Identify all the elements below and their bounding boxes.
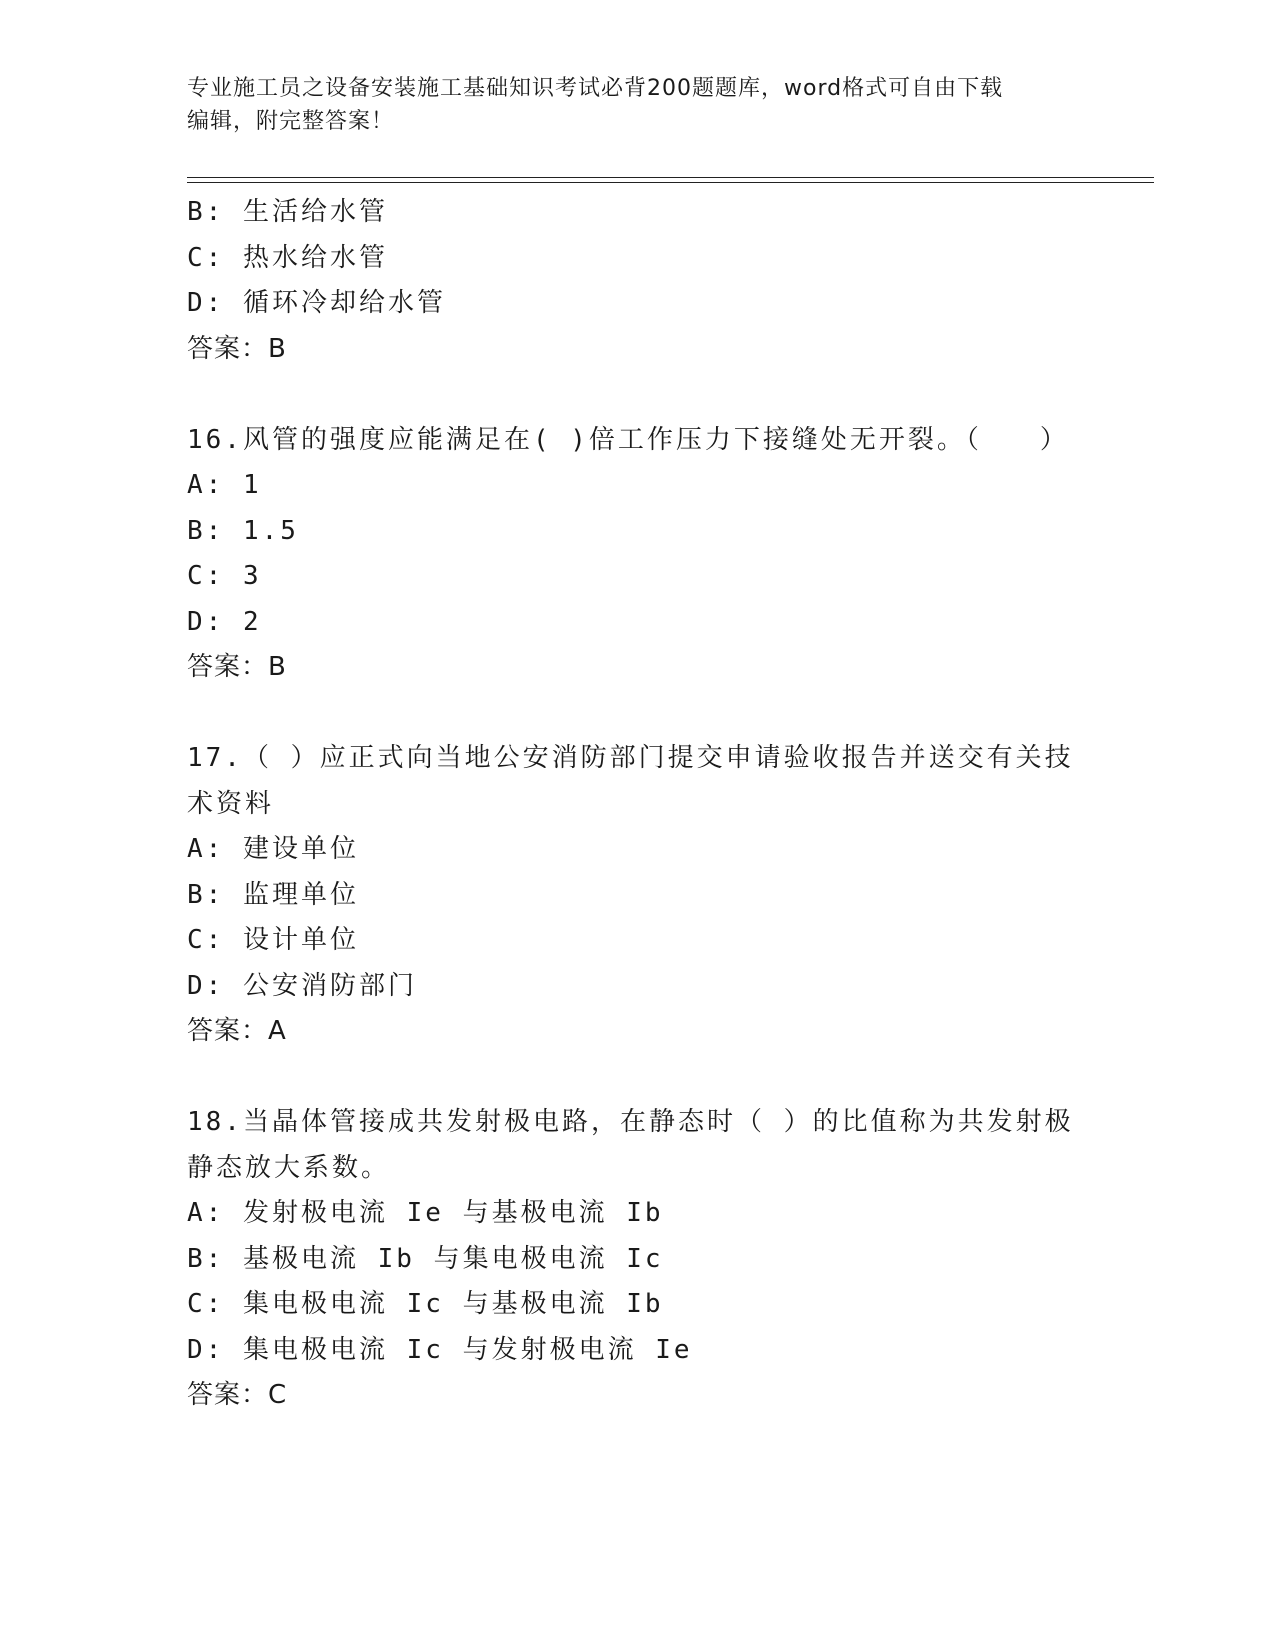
question-block-17	[187, 736, 1087, 1055]
header-rule-bottom	[187, 182, 1154, 183]
question-block-partial	[187, 190, 1087, 372]
option-a: A: 发射极电流 Ie 与基极电流 Ib	[187, 1198, 664, 1228]
option-a: A: 建设单位	[187, 834, 359, 864]
question-stem-continued: 术资料	[187, 788, 275, 819]
option-c: C: 3	[187, 561, 262, 591]
question-list	[187, 190, 1087, 1419]
option-d: D: 循环冷却给水管	[187, 288, 446, 318]
option-b: B: 监理单位	[187, 879, 359, 910]
question-stem: 16.风管的强度应能满足在( )倍工作压力下接缝处无开裂。（ ）	[187, 424, 1069, 455]
option-b: B: 基极电流 Ib 与集电极电流 Ic	[187, 1243, 664, 1274]
option-c: C: 集电极电流 Ic 与基极电流 Ib	[187, 1289, 664, 1319]
question-block-16	[187, 418, 1087, 691]
option-b: B: 生活给水管	[187, 197, 388, 227]
question-stem: 17.（ ）应正式向当地公安消防部门提交申请验收报告并送交有关技	[187, 743, 1074, 773]
question-stem: 18.当晶体管接成共发射极电路，在静态时（ ）的比值称为共发射极	[187, 1107, 1074, 1137]
option-c: C: 热水给水管	[187, 242, 388, 273]
option-c: C: 设计单位	[187, 925, 359, 955]
answer-line: 答案：B	[187, 333, 287, 364]
answer-line: 答案：B	[187, 652, 287, 682]
question-block-18	[187, 1100, 1087, 1419]
document-header: 专业施工员之设备安装施工基础知识考试必背200题题库，word格式可自由下载 编辑，附完整答案！	[187, 76, 1004, 134]
answer-line: 答案：A	[187, 1016, 287, 1046]
answer-line: 答案：C	[187, 1380, 288, 1410]
option-b: B: 1.5	[187, 515, 299, 546]
question-stem-continued: 静态放大系数。	[187, 1152, 391, 1183]
option-d: D: 2	[187, 606, 262, 637]
header-rule-top	[187, 177, 1154, 178]
option-d: D: 公安消防部门	[187, 970, 417, 1001]
option-d: D: 集电极电流 Ic 与发射极电流 Ie	[187, 1334, 693, 1365]
option-a: A: 1	[187, 470, 262, 500]
